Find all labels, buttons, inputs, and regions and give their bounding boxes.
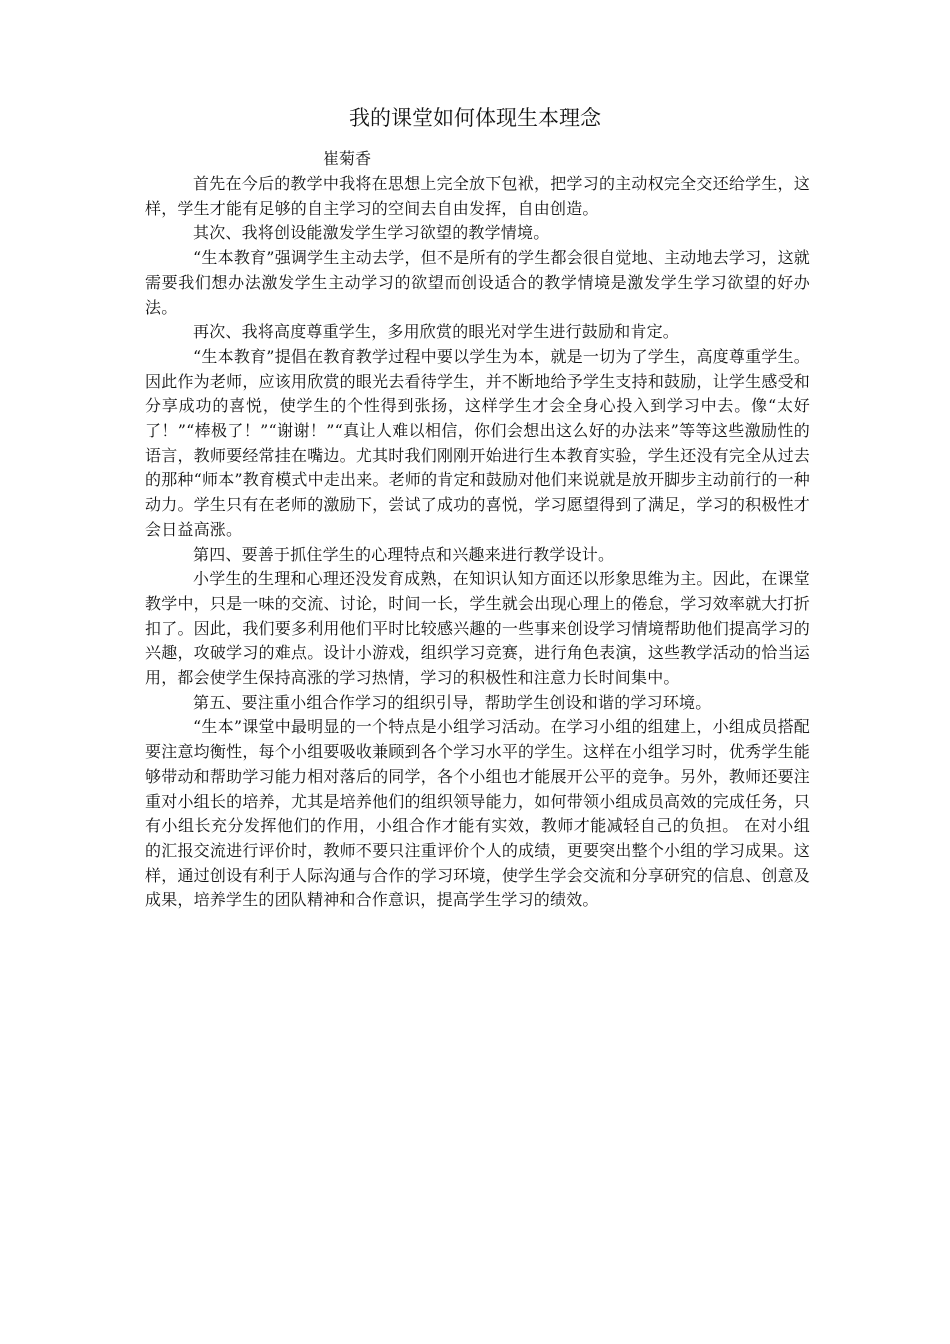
document-author: 崔菊香 <box>323 149 372 168</box>
document-body <box>145 172 810 913</box>
document-title: 我的课堂如何体现生本理念 <box>349 106 601 130</box>
paragraph: 第四、要善于抓住学生的心理特点和兴趣来进行教学设计。 <box>193 544 615 564</box>
paragraph: “生本”课堂中最明显的一个特点是小组学习活动。在学习小组的组建上，小组成员搭配要注意均衡性，每个小组要吸收兼顾到各个学习水平的学生。这样在小组学习时，优秀学生能够带动和帮助学习能力相对落后的同学，各个小组也才能展开公平的竞争。另外，教师还要注重对小组长的培养，尤其是培养他们的组织领导能力，如何带领小组成员高效的完成任务，只有小组长充分发挥他们的作用，小组合作才能有实效，教师才能减轻自己的负担。 在对小组的汇报交流进行评价时，教师不要只注重评价个人的成绩，更要突出整个小组的学习成果。这样，通过创设有利于人际沟通与合作的学习环境，使学生学会交流和分享研究的信息、创意及成果，培养学生的团队精神和合作意识，提高学生学习的绩效。 <box>145 717 810 910</box>
paragraph: 第五、要注重小组合作学习的组织引导，帮助学生创设和谐的学习环境。 <box>193 692 712 712</box>
paragraph: 首先在今后的教学中我将在思想上完全放下包袱，把学习的主动权完全交还给学生，这样，学生才能有足够的自主学习的空间去自由发挥，自由创造。 <box>145 174 810 218</box>
paragraph: “生本教育”提倡在教育教学过程中要以学生为本，就是一切为了学生，高度尊重学生。因此作为老师，应该用欣赏的眼光去看待学生，并不断地给予学生支持和鼓励，让学生感受和分享成功的喜悦，使学生的个性得到张扬，这样学生才会全身心投入到学习中去。像“太好了！”“棒极了！”“谢谢！”“真让人难以相信，你们会想出这么好的办法来”等等这些激励性的语言，教师要经常挂在嘴边。尤其时我们刚刚开始进行生本教育实验，学生还没有完全从过去的那种“师本”教育模式中走出来。老师的肯定和鼓励对他们来说就是放开脚步主动前行的一种动力。学生只有在老师的激励下，尝试了成功的喜悦，学习愿望得到了满足，学习的积极性才会日益高涨。 <box>145 346 810 539</box>
paragraph: 小学生的生理和心理还没发育成熟，在知识认知方面还以形象思维为主。因此，在课堂教学中，只是一味的交流、讨论，时间一长，学生就会出现心理上的倦怠，学习效率就大打折扣了。因此，我们要多利用他们平时比较感兴趣的一些事来创设学习情境帮助他们提高学习的兴趣，攻破学习的难点。设计小游戏，组织学习竞赛，进行角色表演，这些教学活动的恰当运用，都会使学生保持高涨的学习热情，学习的积极性和注意力长时间集中。 <box>145 569 810 688</box>
paragraph: “生本教育”强调学生主动去学，但不是所有的学生都会很自觉地、主动地去学习，这就需要我们想办法激发学生主动学习的欲望而创设适合的教学情境是激发学生学习欲望的好办法。 <box>145 248 810 317</box>
paragraph: 其次、我将创设能激发学生学习欲望的教学情境。 <box>193 223 550 243</box>
paragraph: 再次、我将高度尊重学生，多用欣赏的眼光对学生进行鼓励和肯定。 <box>193 322 680 342</box>
